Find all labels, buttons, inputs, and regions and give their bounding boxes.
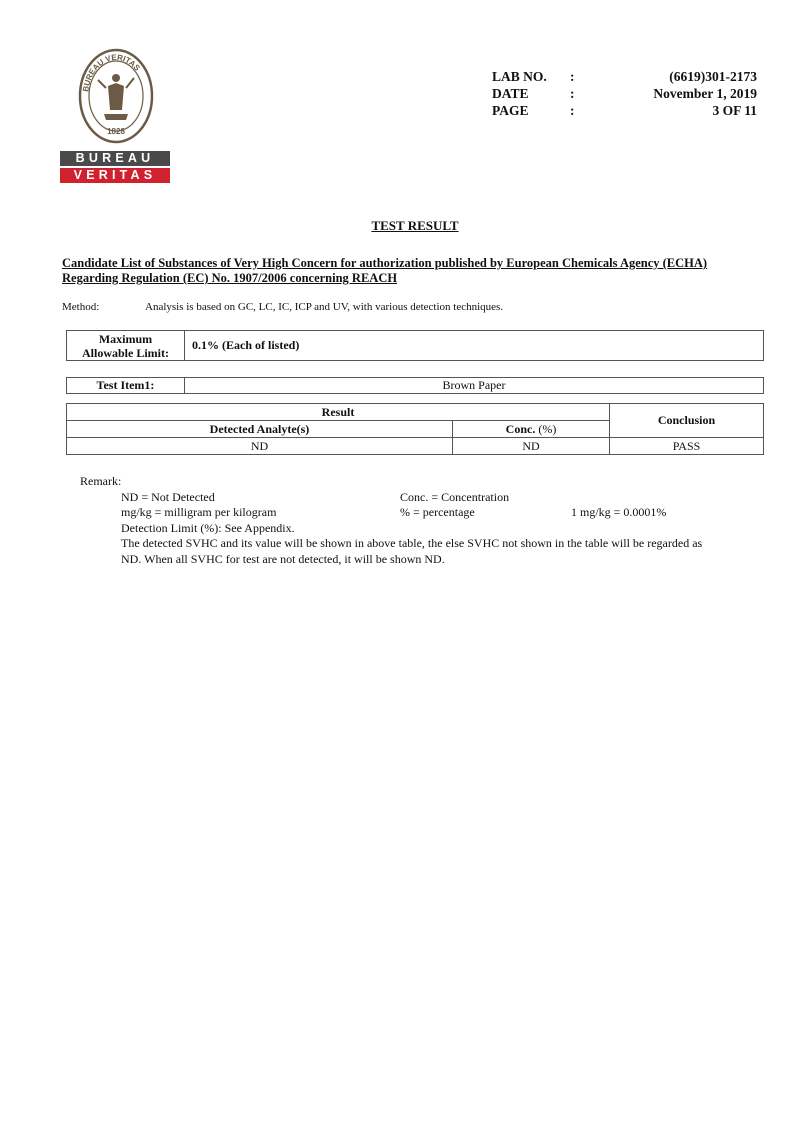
test-item-table: [66, 377, 764, 394]
conc-header-bold: Conc.: [505, 421, 536, 436]
limit-label-cell: [67, 331, 185, 361]
method-text: Analysis is based on GC, LC, IC, ICP and UV, with various detection techniques.: [145, 301, 504, 313]
conc-cell: ND: [453, 438, 610, 455]
conc-header: [453, 421, 610, 438]
analyte-cell: ND: [67, 438, 453, 455]
test-item-label: Test Item1:: [67, 378, 185, 394]
seal-emblem-icon: [78, 48, 154, 144]
allowable-limit-table: [66, 330, 764, 361]
result-table: [66, 403, 764, 455]
lab-no-colon: :: [570, 69, 575, 84]
date-value: November 1, 2019: [653, 86, 757, 101]
page-row: [492, 102, 757, 119]
lab-no-value: (6619)301-2173: [669, 69, 757, 84]
limit-value: 0.1% (Each of listed): [185, 331, 764, 361]
remark-percentage: % = percentage: [400, 505, 475, 519]
remark-nd: ND = Not Detected: [121, 489, 215, 504]
page-label: PAGE: [492, 103, 529, 118]
conclusion-cell: PASS: [610, 438, 764, 455]
test-item-value: Brown Paper: [185, 378, 764, 394]
limit-label-line1: Maximum: [98, 331, 153, 346]
conc-header-unit: (%): [535, 421, 557, 436]
page-value: 3 OF 11: [712, 103, 757, 118]
section-subtitle: Candidate List of Substances of Very High Concern for authorization published by European Chemicals Agency (ECHA) Regarding Regulation (EC) No. 1907/2006 concerning REACH: [62, 256, 708, 285]
date-colon: :: [570, 86, 575, 101]
brand-name-line2: VERITAS: [60, 168, 170, 183]
remark-note: The detected SVHC and its value will be shown in above table, the else SVHC not shown in the table will be regarded as ND. When all SVHC for test are not detected, it will be shown ND.: [121, 536, 703, 566]
remark-conversion: 1 mg/kg = 0.0001%: [571, 505, 667, 519]
page-colon: :: [570, 103, 575, 118]
remark-heading: Remark:: [80, 474, 122, 488]
lab-no-label: LAB NO.: [492, 69, 547, 84]
analyte-header: Detected Analyte(s): [67, 421, 453, 438]
remarks-section: [80, 474, 730, 567]
report-header-info: [492, 68, 757, 119]
page-title: TEST RESULT: [371, 218, 459, 233]
limit-label-line2: Allowable Limit:: [82, 345, 169, 360]
brand-name-line1: BUREAU: [60, 151, 170, 166]
conclusion-header: Conclusion: [610, 404, 764, 438]
remark-conc: Conc. = Concentration: [400, 489, 510, 504]
table-row: [67, 438, 764, 455]
lab-no-row: [492, 68, 757, 85]
seal-text: BUREAU VERITAS: [81, 52, 142, 93]
result-group-header: Result: [67, 404, 610, 421]
method-label: Method:: [62, 301, 100, 313]
date-row: [492, 85, 757, 102]
remark-detection-limit: Detection Limit (%): See Appendix.: [121, 520, 295, 535]
remark-mgkg: mg/kg = milligram per kilogram: [121, 505, 277, 519]
company-logo: [60, 48, 172, 186]
seal-year: 1828: [107, 127, 125, 136]
date-label: DATE: [492, 86, 529, 101]
